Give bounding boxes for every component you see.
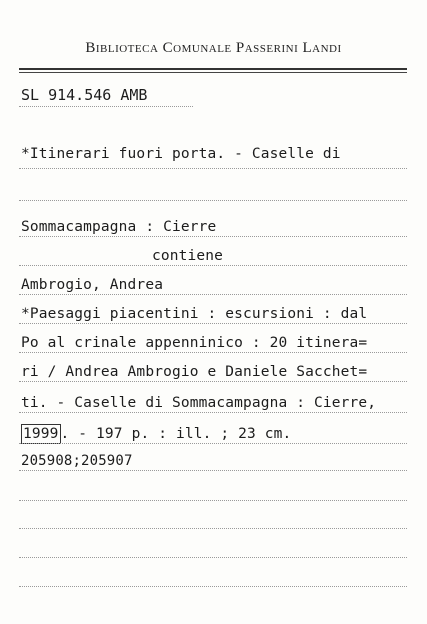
ruled-line	[19, 294, 407, 295]
ruled-line	[19, 443, 407, 444]
ruled-line	[19, 500, 407, 501]
publication-line: ti. - Caselle di Sommacampagna : Cierre,	[21, 395, 377, 411]
ruled-line	[19, 352, 407, 353]
contains-label: contiene	[152, 248, 224, 264]
ruled-line	[19, 200, 407, 201]
ruled-line	[19, 265, 407, 266]
title-line-2: Sommacampagna : Cierre	[21, 219, 217, 235]
ruled-line	[19, 381, 407, 382]
inventory-numbers: 205908;205907	[21, 453, 133, 469]
physical-description-line	[21, 424, 291, 444]
ruled-line	[19, 557, 407, 558]
library-header: Biblioteca Comunale Passerini Landi	[85, 40, 342, 56]
author-line: Ambrogio, Andrea	[21, 277, 164, 293]
ruled-line	[19, 470, 407, 471]
ruled-line	[19, 412, 407, 413]
ruled-line	[19, 528, 407, 529]
work-title-line-2: Po al crinale appenninico : 20 itinera=	[21, 335, 368, 351]
header-rule-bottom	[19, 72, 407, 73]
ruled-line	[19, 168, 407, 169]
year-box: 1999	[23, 426, 59, 442]
ruled-line	[19, 236, 407, 237]
header-rule-top	[19, 68, 407, 70]
ruled-line	[19, 586, 407, 587]
call-number-underline	[19, 106, 193, 107]
call-number: SL 914.546 AMB	[21, 86, 148, 104]
work-title-line-1: *Paesaggi piacentini : escursioni : dal	[21, 306, 368, 322]
work-title-line-3: ri / Andrea Ambrogio e Daniele Sacchet=	[21, 364, 368, 380]
physical-description: . - 197 p. : ill. ; 23 cm.	[60, 426, 292, 442]
ruled-line	[19, 323, 407, 324]
title-line-1: *Itinerari fuori porta. - Caselle di	[21, 146, 341, 162]
